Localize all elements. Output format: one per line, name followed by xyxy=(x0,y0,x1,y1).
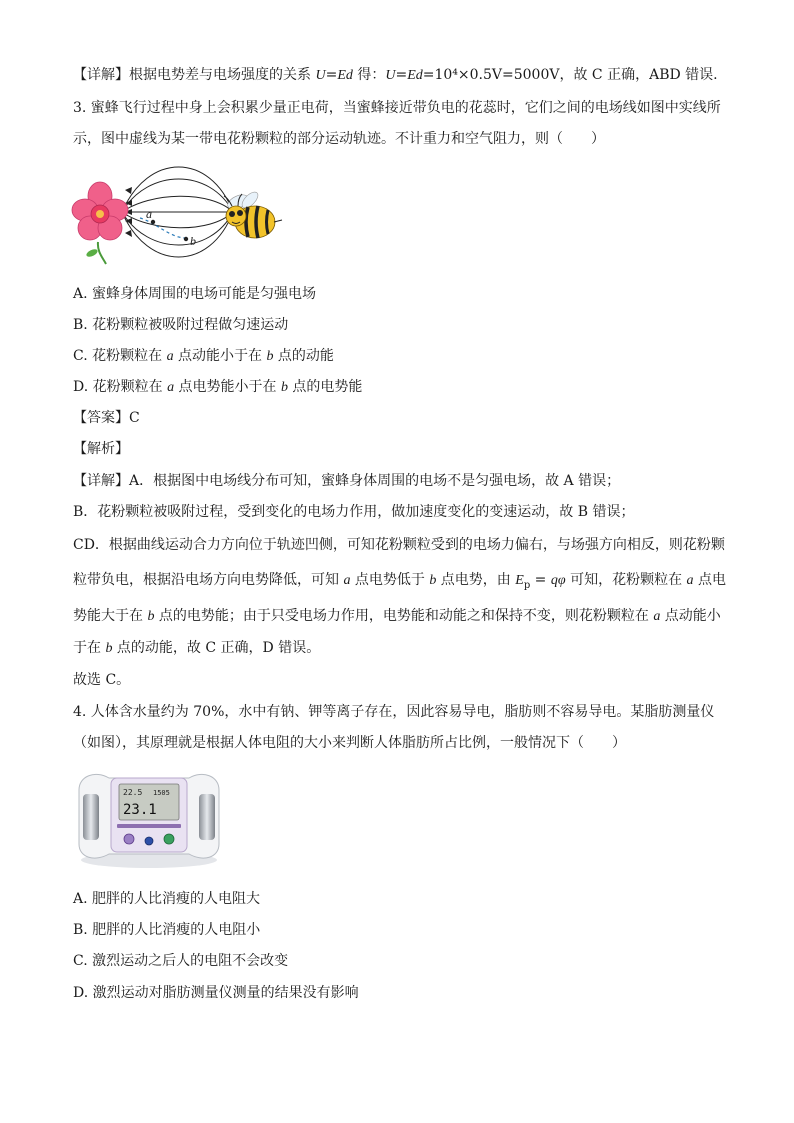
question-3-stem-line2: 示，图中虚线为某一带电花粉颗粒的部分运动轨迹。不计重力和空气阻力，则（ ） xyxy=(73,131,605,147)
question-3-stem-line1: 3. 蜜蜂飞行过程中身上会积累少量正电荷，当蜜蜂接近带负电的花蕊时，它们之间的电场线如图中实线所 xyxy=(73,100,721,116)
question-4-stem-line1: 4. 人体含水量约为 70%，水中有钠、钾等离子存在，因此容易导电，脂肪则不容易导电。某脂肪测量仪 xyxy=(73,704,715,720)
bee-icon xyxy=(224,189,282,238)
answer-tag: 【答案】 xyxy=(73,410,129,426)
formula-q-phi: qφ xyxy=(550,573,566,588)
analysis-tag: 【解析】 xyxy=(73,441,129,457)
option-3c: C. 花粉颗粒在 a 点动能小于在 b 点的动能 xyxy=(73,348,334,364)
option-4c: C. 激烈运动之后人的电阻不会改变 xyxy=(73,953,289,969)
flower-icon xyxy=(72,182,128,264)
option-3b: B. 花粉颗粒被吸附过程做匀速运动 xyxy=(73,317,289,333)
blue-button xyxy=(145,837,153,845)
detail-line-3: CD．根据曲线运动合力方向位于轨迹凹侧，可知花粉颗粒受到的电场力偏右，与场强方向相反，则花粉颗 xyxy=(73,537,725,553)
panel-stripe xyxy=(117,824,181,828)
detail-line-6: 于在 b 点的动能，故 C 正确，D 错误。 xyxy=(73,640,321,656)
detail-tag: 【详解】 xyxy=(73,67,129,83)
flower-bee-field-figure xyxy=(70,160,292,272)
question-4-stem-line2: （如图），其原理就是根据人体电阻的大小来判断人体脂肪所占比例，一般情况下（ ） xyxy=(73,735,626,751)
option-3d: D. 花粉颗粒在 a 点电势能小于在 b 点的电势能 xyxy=(73,379,363,395)
answer-value: C xyxy=(129,410,140,426)
detail-line-4: 粒带负电，根据沿电场方向电势降低，可知 a 点电势低于 b 点电势，由 $E_p = q\varphi$ 可知，花粉颗粒在 a 点电 xyxy=(73,572,726,591)
screen-main-readout: 23.1 xyxy=(123,802,157,818)
detail-line-5: 势能大于在 b 点的电势能；由于只受电场力作用，电势能和动能之和保持不变，则花粉颗粒在 a 点动能小 xyxy=(73,608,721,624)
right-grip xyxy=(199,794,215,840)
detail-line-q2: 【详解】根据电势差与电场强度的关系 U=Ed 得：U=Ed=10⁴×0.5V=5000V，故 C 正确，ABD 错误. xyxy=(73,67,718,83)
formula-E: E xyxy=(515,573,524,588)
option-4d: D. 激烈运动对脂肪测量仪测量的结果没有影响 xyxy=(73,985,359,1001)
option-3a: A. 蜜蜂身体周围的电场可能是匀强电场 xyxy=(73,286,317,302)
left-grip xyxy=(83,794,99,840)
point-b xyxy=(184,237,188,241)
fat-meter-figure xyxy=(73,762,225,872)
option-4b: B. 肥胖的人比消瘦的人电阻小 xyxy=(73,922,261,938)
detail-line-7: 故选 C。 xyxy=(73,672,131,688)
green-button xyxy=(164,834,174,844)
detail-line-2: B．花粉颗粒被吸附过程，受到变化的电场力作用，做加速度变化的变速运动，故 B 错误； xyxy=(73,504,635,520)
answer-line xyxy=(73,408,140,428)
screen-top-readout: 22.5 xyxy=(123,788,143,797)
label-b: b xyxy=(190,234,196,248)
option-4a: A. 肥胖的人比消瘦的人电阻大 xyxy=(73,891,261,907)
detail-line-1: 【详解】A．根据图中电场线分布可知，蜜蜂身体周围的电场不是匀强电场，故 A 错误； xyxy=(73,473,621,489)
screen-side-readout: 1505 xyxy=(153,789,170,797)
field-lines xyxy=(122,167,233,257)
label-a: a xyxy=(146,207,152,221)
purple-button xyxy=(124,834,134,844)
